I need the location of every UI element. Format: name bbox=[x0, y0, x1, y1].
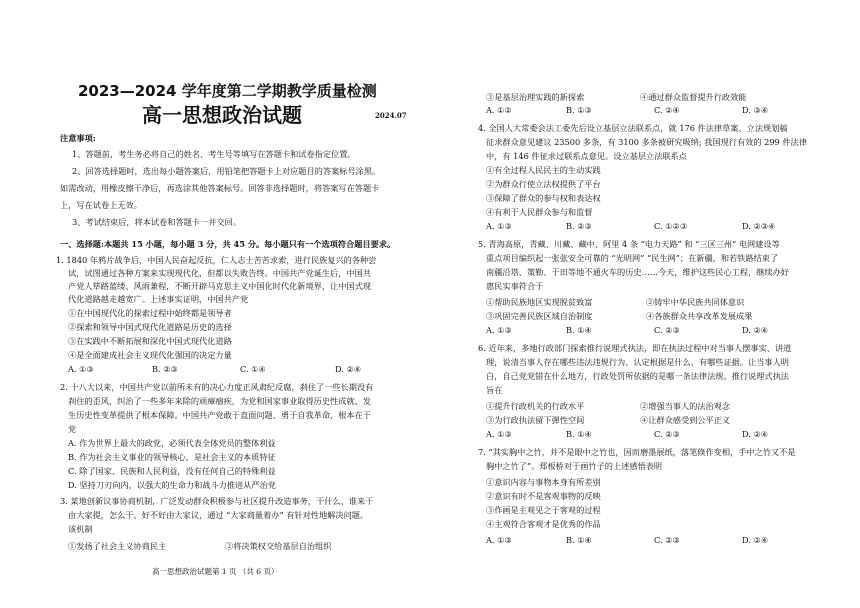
option-a: A. ①③ bbox=[486, 429, 512, 439]
exam-date: 2024.07 bbox=[375, 111, 407, 120]
option-d: D. ②④ bbox=[742, 535, 769, 545]
note-line: 1、答题前，考生务必将自己的姓名、考生号等填写在答题卡和试卷指定位置。 bbox=[72, 149, 356, 159]
option-a: A. 作为世界上最大的政党，必须代表全体党员的整体利益 bbox=[68, 438, 276, 448]
notes-heading: 注意事项: bbox=[60, 133, 96, 143]
note-line: 2、回答选择题时，选出每小题答案后，用铅笔把答题卡上对应题目的答案标号涂黑。 bbox=[72, 166, 381, 176]
question-text: 理，说清当事人存在哪些违法违规行为、认定根据是什么、有哪些证据。让当事人明 bbox=[486, 357, 789, 367]
option-c: C. ②④ bbox=[654, 105, 680, 115]
question-text: 6. 近年来，多地行政部门探索推行说理式执法，即在执法过程中对当事人摆事实、讲道 bbox=[478, 343, 792, 353]
question-text: 4. 全国人大常委会法工委先后设立基层立法联系点，就 176 件法律草案、立法规划稿 bbox=[478, 123, 788, 133]
statement: ④让群众感受到公平正义 bbox=[640, 415, 731, 425]
statement: ④各族群众共享改革发展成果 bbox=[646, 311, 753, 321]
option-a: A. ①③ bbox=[486, 325, 512, 335]
question-text: 党 bbox=[68, 424, 77, 434]
statement: ②为群众行使立法权提供了平台 bbox=[486, 179, 601, 189]
question-text: 生历史性变革提供了根本保障。中国共产党敢于直面问题、勇于自我革命，根本在于 bbox=[68, 410, 371, 420]
statement: ③作画是主观见之于客观的过程 bbox=[486, 505, 601, 515]
option-c: C. 除了国家、民族和人民利益，没有任何自己的特殊利益 bbox=[68, 466, 276, 476]
option-a: A. ①② bbox=[486, 105, 512, 115]
statement: ①在中国现代化的探索过程中始终都是领导者 bbox=[68, 308, 232, 318]
question-text: 由大家提，怎么干、好不好由大家议，通过 “大家商量着办” 有针对性地解决问题。 bbox=[68, 510, 369, 520]
option-d: D. ②④ bbox=[742, 429, 769, 439]
question-text: 试，试图通过各种方案来实现现代化，但都以失败告终。中国共产党诞生后，中国共 bbox=[68, 268, 371, 278]
option-c: C. ①②③ bbox=[654, 221, 688, 231]
section-heading: 一、选择题:本题共 15 小题，每小题 3 分，共 45 分。每小题只有一个选项符合题目要求。 bbox=[60, 239, 396, 249]
statement: ①意识内容与事物本身有所差别 bbox=[486, 477, 601, 487]
option-d: D. ②③④ bbox=[742, 221, 776, 231]
question-text: 白，自己党党错在什么地方，行政处罚所依据的是哪一条法律法规。推行说理式执法 bbox=[486, 371, 789, 381]
statement: ③保障了群众的参与权和表达权 bbox=[486, 193, 601, 203]
statement: ③在实践中不断拓展和深化中国式现代化道路 bbox=[68, 336, 232, 346]
statement: ①有全过程人民民主的生动实践 bbox=[486, 165, 601, 175]
option-b: B. ①④ bbox=[566, 535, 592, 545]
option-b: B. 作为社会主义事业的领导核心，是社会主义的本质特征 bbox=[68, 452, 276, 462]
statement: ④通过群众监督提升行政效能 bbox=[640, 92, 747, 102]
statement: ①帮助民族地区实现脱贫致富 bbox=[486, 297, 593, 307]
page-footer: 高一思想政治试题第 1 页 （共 6 页） bbox=[152, 567, 279, 576]
statement: ④有利于人民群众参与和监督 bbox=[486, 207, 593, 217]
question-text: 2. 十八大以来，中国共产党以前所未有的决心力度正风肃纪反腐，刹住了一些长期没有 bbox=[60, 382, 374, 392]
option-c: C. ①④ bbox=[240, 364, 266, 374]
question-text: 5. 青海高原，青藏、川藏、藏中、阿里 4 条 “电力天路” 和 “三区三州” 电网建设等 bbox=[478, 239, 780, 249]
statement: ②增强当事人的法治观念 bbox=[640, 401, 731, 411]
question-text: 征求群众意见建议 23500 多条，有 3100 多条被研究吸纳; 我国现行有效的 299 件法律 bbox=[486, 137, 807, 147]
option-b: B. ②③ bbox=[566, 221, 592, 231]
option-a: A. ①③ bbox=[486, 221, 512, 231]
option-d: D. ②④ bbox=[742, 325, 769, 335]
option-a: A. ①③ bbox=[486, 535, 512, 545]
option-b: B. ②③ bbox=[152, 364, 178, 374]
option-c: C. ②③ bbox=[654, 535, 680, 545]
note-line: 如需改动，用橡皮擦干净后，再选涂其他答案标号。回答非选择题时，将答案写在答题卡 bbox=[60, 183, 380, 193]
statement: ③巩固完善民族区域自治制度 bbox=[486, 311, 593, 321]
page-title: 高一思想政治试题 bbox=[142, 103, 302, 127]
question-text: 中，有 146 件征求过联系点意见。设立基层立法联系点 bbox=[486, 151, 687, 161]
option-c: C. ②③ bbox=[654, 429, 680, 439]
question-text: 刹住的歪风，纠治了一些多年来除的顽瘴痼疾，为党和国家事业取得历史性成就、发 bbox=[68, 396, 371, 406]
statement: ②铸牢中华民族共同体意识 bbox=[646, 297, 745, 307]
question-text: 惠民实事符合于 bbox=[486, 281, 544, 291]
option-d: D. 坚持刀刃向内，以强大的生命力和战斗力推进从严治党 bbox=[68, 480, 276, 490]
question-text: 1. 1840 年鸦片战争后，中国人民奋起反抗，仁人志士苦苦求索，进行民族复兴的各种尝 bbox=[56, 255, 377, 265]
option-d: D. ③④ bbox=[742, 105, 769, 115]
question-text: 胸中之竹了”。郑板桥对于画竹子的上述感悟表明 bbox=[486, 461, 663, 471]
question-text: 3. 某地创新议事协商机制，广泛发动群众积极参与社区提升改造事务，干什么、谁来干 bbox=[60, 496, 374, 506]
option-b: B. ①④ bbox=[566, 429, 592, 439]
statement: ②探索和领导中国式现代化道路是历史的选择 bbox=[68, 322, 232, 332]
statement: ④主观符合客观才是优秀的作品 bbox=[486, 519, 601, 529]
statement: ②意识有时不是客观事物的反映 bbox=[486, 491, 601, 501]
statement: ①提升行政机关的行政水平 bbox=[486, 401, 585, 411]
question-text: 南疆沿塔、策勒、于田等地不通火车的历史……今天，维护这些民心工程，继续办好 bbox=[486, 267, 789, 277]
statement: ③为行政执法留下弹性空间 bbox=[486, 415, 585, 425]
statement: ②将决策权交给基层自治组织 bbox=[225, 541, 332, 551]
note-line: 3、考试结束后，将本试卷和答题卡一并交回。 bbox=[72, 217, 241, 227]
question-text: 产党人筚路蓝缕、风雨兼程，不断开辟马克思主义中国化时代化新境界，让中国式现 bbox=[68, 281, 371, 291]
question-text: 代化道路越走越宽广。上述事实证明，中国共产党 bbox=[68, 294, 249, 304]
question-text: 重点项目编织起一张张安全可靠的 “光明网” “民生网”；在新疆，和若铁路结束了 bbox=[486, 253, 779, 263]
option-c: C. ②③ bbox=[654, 325, 680, 335]
option-a: A. ①③ bbox=[68, 364, 94, 374]
statement: ④是全面建成社会主义现代化强国的决定力量 bbox=[68, 350, 232, 360]
option-d: D. ②④ bbox=[335, 364, 362, 374]
question-text: 7. “其实胸中之竹，并不是眼中之竹也，因而磨墨展纸，落笔倏作变相，手中之竹又不是 bbox=[478, 447, 796, 457]
statement: ③是基层治理实践的新探索 bbox=[486, 92, 585, 102]
question-text: 该机制 bbox=[68, 524, 93, 534]
exam-line: 2023—2024 学年度第二学期教学质量检测 bbox=[78, 82, 377, 100]
option-b: B. ①④ bbox=[566, 325, 592, 335]
statement: ①发扬了社会主义协商民主 bbox=[68, 541, 167, 551]
note-line: 上，写在试卷上无效。 bbox=[60, 200, 142, 210]
option-b: B. ①③ bbox=[566, 105, 592, 115]
question-text: 旨在 bbox=[486, 385, 503, 395]
